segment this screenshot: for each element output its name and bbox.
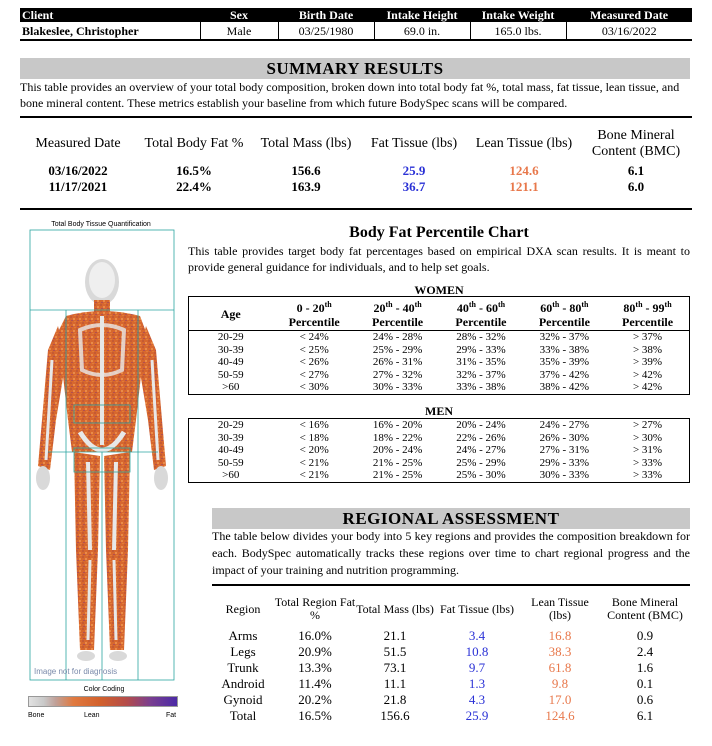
- color-legend-bone: Bone: [28, 712, 45, 719]
- regional-description: The table below divides your body into 5 key regions and provides the composition breakdown for each. BodySpec automatically tracks these regions over time to chart regional progress and the impact of your training and nutrition programming.: [212, 529, 690, 577]
- percentile-col-header: [606, 297, 689, 331]
- percentile-range-part: 80: [623, 301, 636, 315]
- region-name: Android: [221, 676, 265, 691]
- region-name: Gynoid: [223, 692, 263, 707]
- percentile-range: < 21%: [299, 469, 329, 481]
- regional-row: [212, 692, 690, 708]
- percentile-range: 32% - 37%: [456, 368, 506, 381]
- summary-fat-tissue: 36.7: [402, 179, 426, 194]
- summary-results-title: SUMMARY RESULTS: [20, 58, 690, 79]
- region-fat-tissue: 10.8: [465, 644, 489, 659]
- percentile-range-part: 20: [373, 301, 386, 315]
- percentile-range: < 24%: [299, 331, 329, 343]
- percentile-range: > 38%: [632, 343, 663, 356]
- percentile-range-part: 0 - 20: [296, 301, 325, 315]
- summary-lean-tissue: 124.6: [509, 163, 539, 178]
- percentile-range: 24% - 27%: [539, 419, 590, 431]
- intake-weight-value: 165.0 lbs.: [470, 22, 566, 40]
- percentile-range-part: th: [581, 300, 589, 309]
- percentile-range-part: th: [497, 300, 506, 309]
- percentile-range: > 39%: [632, 356, 663, 368]
- percentile-range: > 37%: [632, 331, 663, 343]
- summary-description: This table provides an overview of your total body composition, broken down into total body fat %, total mass, fat tissue, lean tissue, and bone mineral content. These metrics establish your baseline from which future BodySpec scans will be compared.: [20, 80, 680, 110]
- region-lean-tissue: 17.0: [548, 692, 572, 707]
- scan-disclaimer: Image not for diagnosis: [34, 667, 118, 676]
- men-row: [189, 444, 690, 457]
- summary-row: [20, 179, 692, 195]
- age-range: 40-49: [217, 444, 244, 456]
- percentile-range: < 25%: [299, 343, 329, 356]
- age-header: Age: [189, 297, 273, 331]
- percentile-range: 33% - 38%: [539, 343, 590, 356]
- region-bmc: 2.4: [636, 644, 654, 659]
- regional-rows: [212, 628, 690, 724]
- percentile-range: > 42%: [632, 381, 663, 393]
- percentile-range: 21% - 25%: [372, 456, 423, 469]
- region-name: Trunk: [227, 660, 259, 675]
- region-total-mass: 51.5: [383, 644, 407, 659]
- age-range: >60: [222, 469, 240, 481]
- percentile-range: < 16%: [299, 419, 329, 431]
- regional-col-header: Total Region Fat %: [274, 595, 356, 622]
- client-header: Client: [20, 8, 200, 22]
- men-row: [189, 457, 690, 470]
- regional-table: [212, 596, 690, 724]
- region-bmc: 1.6: [636, 660, 654, 675]
- percentile-label: Percentile: [455, 315, 507, 329]
- percentile-range: 25% - 30%: [456, 469, 506, 481]
- percentile-range: > 31%: [632, 444, 663, 456]
- summary-row: [20, 163, 692, 179]
- region-fat-tissue: 3.4: [468, 628, 486, 643]
- client-info-table: [20, 8, 692, 41]
- percentile-label: Percentile: [621, 315, 674, 329]
- percentile-range: 32% - 37%: [539, 331, 590, 343]
- summary-rows: [20, 163, 692, 195]
- percentile-range: 20% - 24%: [372, 444, 423, 456]
- regional-row: [212, 628, 690, 644]
- percentile-range: 33% - 38%: [456, 381, 506, 393]
- intake-height-value: 69.0 in.: [374, 22, 470, 40]
- percentile-range: < 21%: [299, 456, 329, 469]
- intake-weight-header: Intake Weight: [470, 8, 566, 22]
- summary-date: 03/16/2022: [48, 163, 108, 178]
- birth-date-value: 03/25/1980: [278, 22, 374, 40]
- measured-date-header: Measured Date: [566, 8, 692, 22]
- percentile-range: 28% - 32%: [456, 331, 506, 343]
- region-fat-pct: 11.4%: [298, 676, 332, 691]
- percentile-range: 29% - 33%: [456, 343, 506, 356]
- age-range: >60: [222, 381, 240, 393]
- region-lean-tissue: 124.6: [545, 708, 575, 723]
- region-total-mass: 73.1: [383, 660, 407, 675]
- percentile-range-part: th: [468, 300, 476, 309]
- region-lean-tissue: 38.3: [548, 644, 572, 659]
- percentile-header-row: [189, 297, 690, 331]
- percentile-range: > 30%: [632, 431, 663, 444]
- percentile-range: < 27%: [299, 368, 329, 381]
- women-label: WOMEN: [414, 283, 464, 297]
- percentile-range: > 27%: [632, 419, 663, 431]
- region-fat-pct: 20.2%: [298, 692, 332, 707]
- summary-date: 11/17/2021: [48, 179, 108, 194]
- regional-divider: [212, 584, 690, 586]
- percentile-range: < 26%: [299, 356, 329, 368]
- sex-value: Male: [200, 22, 278, 40]
- region-fat-tissue: 25.9: [465, 708, 489, 723]
- client-value-row: [20, 22, 692, 40]
- percentile-range: 25% - 29%: [456, 456, 506, 469]
- women-row: [189, 331, 690, 344]
- age-range: 50-59: [217, 456, 244, 469]
- region-fat-pct: 20.9%: [298, 644, 332, 659]
- men-row: [189, 432, 690, 445]
- body-fat-chart-title: Body Fat Percentile Chart: [349, 224, 529, 241]
- percentile-range-part: 60: [540, 301, 553, 315]
- age-range: 20-29: [217, 419, 244, 431]
- summary-fat-tissue: 25.9: [402, 163, 426, 178]
- region-total-mass: 156.6: [380, 708, 410, 723]
- regional-col-header: Bone Mineral Content (BMC): [607, 595, 683, 622]
- region-fat-tissue: 4.3: [468, 692, 486, 707]
- percentile-range: 25% - 29%: [372, 343, 423, 356]
- percentile-range: 24% - 28%: [372, 331, 423, 343]
- percentile-range: 22% - 26%: [456, 431, 506, 444]
- color-coding-title: Color Coding: [83, 686, 125, 693]
- region-total-mass: 21.1: [383, 628, 407, 643]
- percentile-col-header: [439, 297, 522, 331]
- summary-bmc: 6.1: [627, 163, 645, 178]
- summary-bmc: 6.0: [627, 179, 645, 194]
- age-range: 20-29: [217, 331, 244, 343]
- percentile-range: > 33%: [632, 456, 663, 469]
- percentile-range: > 33%: [632, 469, 663, 481]
- percentile-range: 30% - 33%: [372, 381, 423, 393]
- women-row: [189, 381, 690, 394]
- region-fat-pct: 16.5%: [298, 708, 332, 723]
- summary-header-row: [20, 128, 692, 163]
- women-row: [189, 369, 690, 382]
- percentile-range-part: 40: [456, 301, 469, 315]
- percentile-range-part: th: [552, 300, 560, 309]
- regional-row: [212, 644, 690, 660]
- percentile-range: 16% - 20%: [372, 419, 423, 431]
- regional-col-header: Fat Tissue (lbs): [439, 601, 515, 616]
- age-range: 30-39: [217, 431, 244, 444]
- percentile-col-header: [523, 297, 606, 331]
- region-lean-tissue: 9.8: [551, 676, 569, 691]
- region-lean-tissue: 16.8: [548, 628, 572, 643]
- client-name: Blakeslee, Christopher: [20, 22, 200, 40]
- percentile-range: 38% - 42%: [539, 381, 590, 393]
- percentile-range: 27% - 31%: [539, 444, 590, 456]
- percentile-range: 21% - 25%: [372, 469, 423, 481]
- women-row: [189, 344, 690, 357]
- men-percentile-table: [188, 418, 690, 483]
- age-range: 30-39: [217, 343, 244, 356]
- percentile-range: 27% - 32%: [372, 368, 423, 381]
- summary-col-header: Measured Date: [35, 136, 121, 151]
- percentile-range: 31% - 35%: [456, 356, 506, 368]
- percentile-col-header: [273, 297, 356, 331]
- region-fat-pct: 13.3%: [298, 660, 332, 675]
- percentile-range: 26% - 31%: [372, 356, 423, 368]
- percentile-range-part: th: [635, 300, 643, 309]
- summary-col-header: Total Mass (lbs): [260, 136, 352, 151]
- scan-title: Total Body Tissue Quantification: [51, 221, 151, 228]
- men-row: [189, 419, 690, 432]
- region-fat-pct: 16.0%: [298, 628, 332, 643]
- percentile-range-part: - 60: [475, 301, 498, 315]
- percentile-range-part: th: [664, 300, 672, 309]
- women-row: [189, 356, 690, 369]
- percentile-range: 30% - 33%: [539, 469, 590, 481]
- men-row: [189, 469, 690, 482]
- women-percentile-table: [188, 296, 690, 395]
- percentile-range-part: - 80: [559, 301, 582, 315]
- regional-assessment-title: REGIONAL ASSESSMENT: [212, 508, 690, 529]
- percentile-range: 35% - 39%: [539, 356, 590, 368]
- summary-total-mass: 163.9: [291, 179, 321, 194]
- men-rows: [189, 419, 690, 483]
- percentile-range-part: - 99: [642, 301, 665, 315]
- percentile-range: 18% - 22%: [372, 431, 423, 444]
- age-range: 50-59: [217, 368, 244, 381]
- summary-col-header: Total Body Fat %: [144, 136, 244, 151]
- percentile-label: Percentile: [538, 315, 590, 329]
- regional-row: [212, 660, 690, 676]
- summary-results-table: [20, 128, 692, 195]
- women-rows: [189, 331, 690, 395]
- regional-row: [212, 676, 690, 692]
- regional-col-header: Lean Tissue (lbs): [531, 595, 589, 622]
- intake-height-header: Intake Height: [374, 8, 470, 22]
- region-name: Legs: [230, 644, 256, 659]
- percentile-range-part: th: [414, 300, 422, 309]
- summary-col-header: Bone Mineral Content (BMC): [591, 128, 681, 159]
- sex-header: Sex: [200, 8, 278, 22]
- summary-total-mass: 156.6: [291, 163, 321, 178]
- body-fat-chart-description: This table provides target body fat percentages based on empirical DXA scan results. It is meant to provide general guidance for individuals, and to help set goals.: [188, 244, 690, 274]
- percentile-label: Percentile: [288, 315, 340, 329]
- summary-body-fat: 22.4%: [176, 179, 212, 194]
- region-fat-tissue: 9.7: [468, 660, 486, 675]
- percentile-range: 37% - 42%: [539, 368, 590, 381]
- percentile-range: 24% - 27%: [456, 444, 506, 456]
- percentile-range-part: - 40: [392, 301, 415, 315]
- body-scan-image: [28, 220, 180, 730]
- region-bmc: 6.1: [636, 708, 654, 723]
- percentile-range: < 20%: [299, 444, 329, 456]
- color-legend-fat: Fat: [166, 712, 177, 719]
- measured-date-value: 03/16/2022: [566, 22, 692, 40]
- percentile-col-header: [356, 297, 439, 331]
- region-lean-tissue: 61.8: [548, 660, 572, 675]
- summary-lean-tissue: 121.1: [509, 179, 539, 194]
- summary-body-fat: 16.5%: [176, 163, 212, 178]
- region-bmc: 0.6: [636, 692, 654, 707]
- region-total-mass: 11.1: [383, 676, 407, 691]
- region-fat-tissue: 1.3: [468, 676, 486, 691]
- birth-date-header: Birth Date: [278, 8, 374, 22]
- region-name: Arms: [228, 628, 258, 643]
- client-header-row: [20, 8, 692, 22]
- regional-col-header: Region: [225, 601, 261, 616]
- regional-col-header: Total Mass (lbs): [356, 601, 434, 616]
- percentile-range: < 18%: [299, 431, 329, 444]
- percentile-range: 29% - 33%: [539, 456, 590, 469]
- region-total-mass: 21.8: [383, 692, 407, 707]
- percentile-label: Percentile: [372, 315, 424, 329]
- percentile-range: 20% - 24%: [456, 419, 506, 431]
- percentile-range: > 42%: [632, 368, 663, 381]
- color-legend-lean: Lean: [84, 712, 100, 719]
- region-bmc: 0.9: [636, 628, 654, 643]
- summary-col-header: Fat Tissue (lbs): [370, 136, 458, 151]
- percentile-range: < 30%: [299, 381, 329, 393]
- regional-header-row: [212, 596, 690, 628]
- region-name: Total: [229, 708, 257, 723]
- summary-col-header: Lean Tissue (lbs): [475, 136, 573, 151]
- regional-row: [212, 708, 690, 724]
- percentile-range: 26% - 30%: [539, 431, 590, 444]
- percentile-range-part: th: [324, 300, 332, 309]
- color-coding-gradient: [28, 696, 178, 707]
- region-bmc: 0.1: [636, 676, 654, 691]
- percentile-range-part: th: [385, 300, 393, 309]
- age-range: 40-49: [217, 356, 244, 368]
- men-label: MEN: [425, 404, 453, 418]
